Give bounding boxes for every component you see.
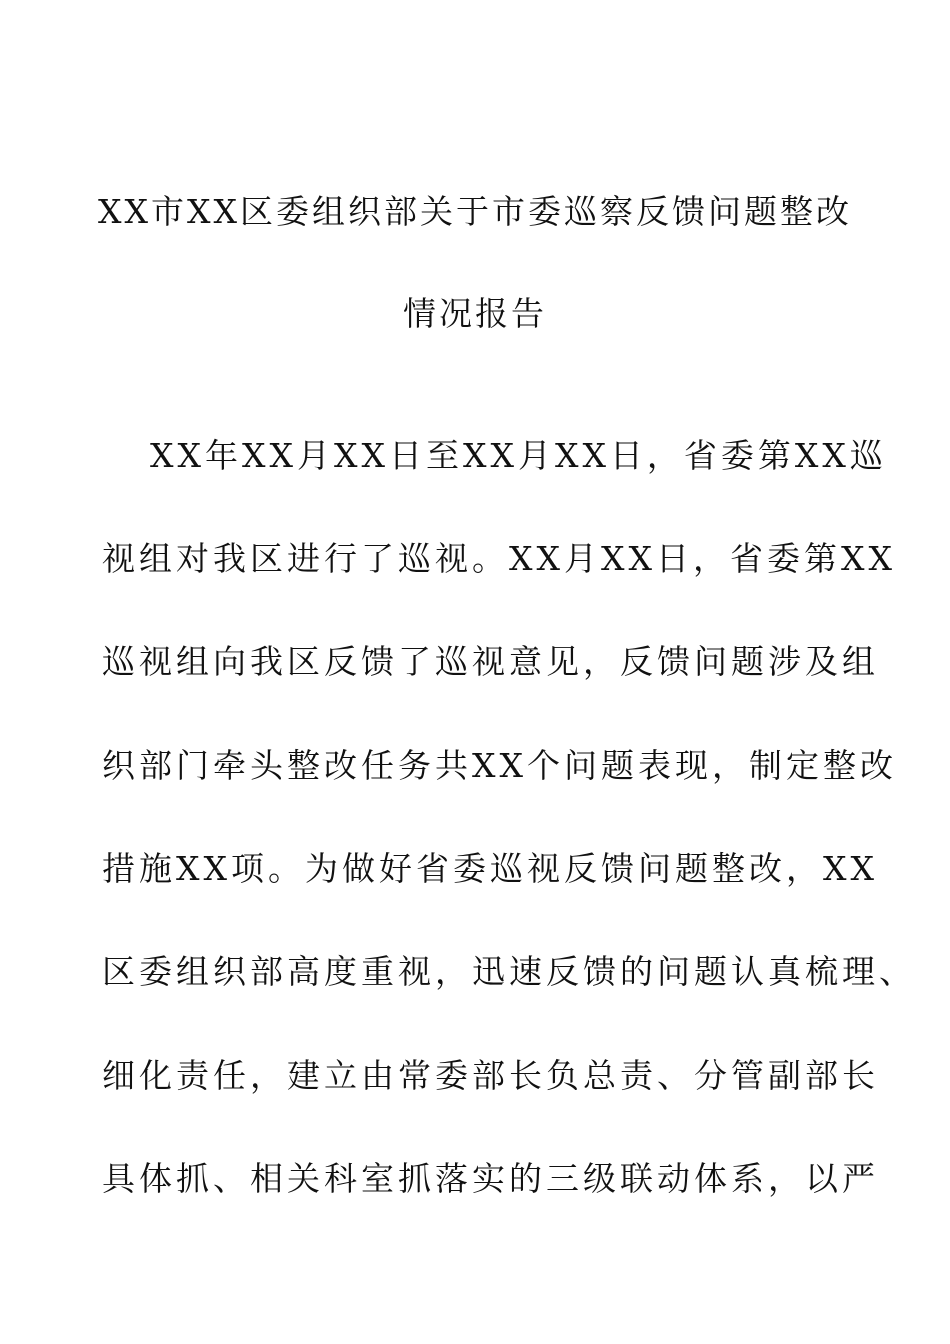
body-line-8: 具体抓、相关科室抓落实的三级联动体系，以严	[102, 1159, 879, 1198]
document-title-line-2: 情况报告	[403, 294, 547, 333]
body-line-2: 视组对我区进行了巡视。XX月XX日，省委第XX	[102, 539, 896, 578]
body-line-3: 巡视组向我区反馈了巡视意见，反馈问题涉及组	[102, 642, 879, 681]
document-title-line-1: XX市XX区委组织部关于市委巡察反馈问题整改	[98, 192, 852, 231]
body-line-4: 织部门牵头整改任务共XX个问题表现，制定整改	[102, 746, 897, 785]
body-line-6: 区委组织部高度重视，迅速反馈的问题认真梳理、	[102, 952, 916, 991]
body-line-1: XX年XX月XX日至XX月XX日，省委第XX巡	[150, 436, 887, 475]
body-line-7: 细化责任，建立由常委部长负总责、分管副部长	[102, 1056, 879, 1095]
body-line-5: 措施XX项。为做好省委巡视反馈问题整改，XX	[102, 849, 878, 888]
